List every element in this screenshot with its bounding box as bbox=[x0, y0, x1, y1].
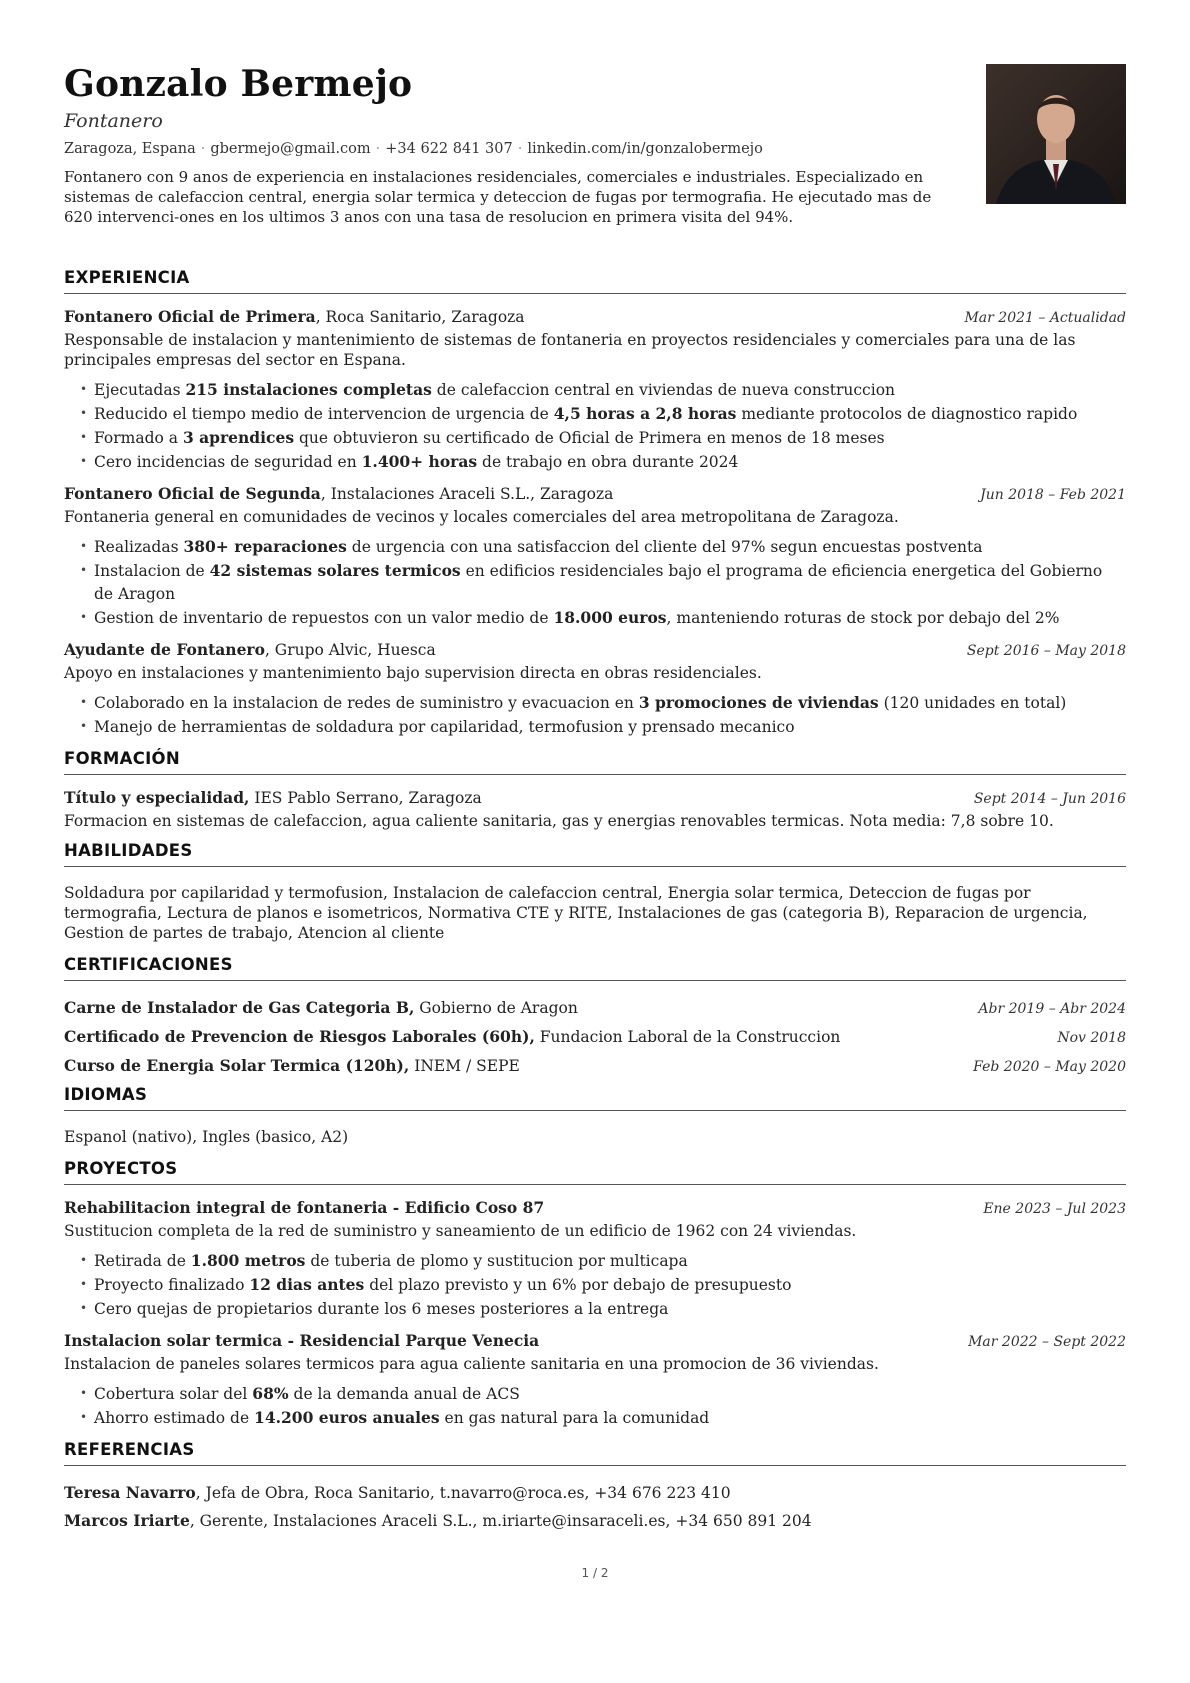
degree-title: Título y especialidad, bbox=[64, 788, 250, 807]
job-bullets bbox=[64, 378, 1126, 474]
resume-header bbox=[64, 62, 1126, 258]
reference-detail: , Jefa de Obra, Roca Sanitario, t.navarro@roca.es, +34 676 223 410 bbox=[195, 1484, 731, 1502]
candidate-name: Gonzalo Bermejo bbox=[64, 63, 413, 105]
bullet-item: • Cero quejas de propietarios durante los 6 meses posteriores a la entrega bbox=[80, 1297, 1126, 1321]
bullet-item: • Colaborado en la instalacion de redes de suministro y evacuacion en 3 promociones de viviendas (120 unidades en total) bbox=[80, 691, 1126, 715]
contact-email[interactable]: gbermejo@gmail.com bbox=[210, 141, 371, 157]
job-date: Sept 2016 – May 2018 bbox=[966, 643, 1126, 659]
section-title-languages: IDIOMAS bbox=[64, 1085, 1126, 1111]
bullet-item: • Cobertura solar del 68% de la demanda anual de ACS bbox=[80, 1382, 1126, 1406]
projects-section bbox=[64, 1159, 1126, 1430]
reference-item bbox=[64, 1479, 1126, 1507]
job-org: , Grupo Alvic, Huesca bbox=[264, 641, 436, 659]
job-org: , Roca Sanitario, Zaragoza bbox=[315, 308, 525, 326]
bullet-item: • Retirada de 1.800 metros de tuberia de plomo y sustitucion por multicapa bbox=[80, 1249, 1126, 1273]
bullet-item: • Instalacion de 42 sistemas solares termicos en edificios residenciales bajo el programa de eficiencia energetica del Gobierno de Aragon bbox=[80, 559, 1126, 606]
job-bullets bbox=[64, 535, 1126, 630]
project-date: Mar 2022 – Sept 2022 bbox=[968, 1334, 1126, 1350]
experience-section bbox=[64, 268, 1126, 739]
project-name: Instalacion solar termica - Residencial Parque Venecia bbox=[64, 1331, 540, 1350]
school-name: IES Pablo Serrano, Zaragoza bbox=[249, 789, 482, 807]
skills-text: Soldadura por capilaridad y termofusion, Instalacion de calefaccion central, Energia solar termica, Deteccion de fugas por termografia, Lectura de planos e isometricos, Normativa CTE y RITE, Instalaciones de gas (categoria B), Reparacion de urgencia, Gestion de partes de trabajo, Atencion al cliente bbox=[64, 884, 1088, 942]
cert-org: Gobierno de Aragon bbox=[414, 999, 578, 1017]
cert-date: Nov 2018 bbox=[1057, 1030, 1126, 1046]
project-entry bbox=[64, 1198, 1126, 1321]
job-role: Fontanero Oficial de Segunda bbox=[64, 484, 321, 503]
job-date: Mar 2021 – Actualidad bbox=[964, 310, 1126, 326]
summary-text: Fontanero con 9 anos de experiencia en instalaciones residenciales, comerciales e industriales. Especializado en sistemas de calefaccion central, energia solar termica y deteccion de fugas por termografia. He ejecutado mas de 620 intervenci-ones en los ultimos 3 anos con una tasa de resolucion en primera visita del 94%. bbox=[64, 168, 932, 226]
bullet-item: • Manejo de herramientas de soldadura por capilaridad, termofusion y prensado mecanico bbox=[80, 715, 1126, 739]
skills-section bbox=[64, 841, 1126, 943]
certifications-section bbox=[64, 955, 1126, 1081]
section-title-skills: HABILIDADES bbox=[64, 841, 1126, 867]
section-title-projects: PROYECTOS bbox=[64, 1159, 1126, 1185]
project-bullets bbox=[64, 1382, 1126, 1430]
project-entry bbox=[64, 1331, 1126, 1430]
languages-section bbox=[64, 1085, 1126, 1147]
bullet-item: • Gestion de inventario de repuestos con un valor medio de 18.000 euros, manteniendo roturas de stock por debajo del 2% bbox=[80, 606, 1126, 630]
cert-item bbox=[64, 1023, 1126, 1052]
experience-entry bbox=[64, 640, 1126, 739]
project-description: Sustitucion completa de la red de suministro y saneamiento de un edificio de 1962 con 24 viviendas. bbox=[64, 1222, 857, 1240]
education-section bbox=[64, 749, 1126, 831]
cert-date: Feb 2020 – May 2020 bbox=[973, 1059, 1126, 1075]
job-org: , Instalaciones Araceli S.L., Zaragoza bbox=[320, 485, 614, 503]
reference-name: Teresa Navarro bbox=[64, 1483, 196, 1502]
section-title-education: FORMACIÓN bbox=[64, 749, 1126, 775]
experience-entry bbox=[64, 484, 1126, 630]
contact-location: Zaragoza, Espana bbox=[64, 141, 196, 157]
section-title-experience: EXPERIENCIA bbox=[64, 268, 1126, 294]
cert-name: Carne de Instalador de Gas Categoria B, bbox=[64, 998, 415, 1017]
cert-item bbox=[64, 1052, 1126, 1081]
bullet-item: • Formado a 3 aprendices que obtuvieron su certificado de Oficial de Primera en menos de 18 meses bbox=[80, 426, 1126, 450]
job-description: Fontaneria general en comunidades de vecinos y locales comerciales del area metropolitana de Zaragoza. bbox=[64, 508, 899, 526]
reference-detail: , Gerente, Instalaciones Araceli S.L., m.iriarte@insaraceli.es, +34 650 891 204 bbox=[189, 1512, 812, 1530]
contact-phone: +34 622 841 307 bbox=[385, 141, 513, 157]
section-title-certifications: CERTIFICACIONES bbox=[64, 955, 1126, 981]
job-description: Responsable de instalacion y mantenimiento de sistemas de fontaneria en proyectos residenciales y comerciales para una de las principales empresas del sector en Espana. bbox=[64, 331, 1076, 369]
project-bullets bbox=[64, 1249, 1126, 1321]
page-number: 1 / 2 bbox=[581, 1566, 609, 1580]
cert-name: Curso de Energia Solar Termica (120h), bbox=[64, 1056, 410, 1075]
profile-photo bbox=[986, 64, 1126, 204]
job-role: Ayudante de Fontanero bbox=[64, 640, 265, 659]
job-role: Fontanero Oficial de Primera bbox=[64, 307, 316, 326]
project-description: Instalacion de paneles solares termicos para agua caliente sanitaria en una promocion de 36 viviendas. bbox=[64, 1355, 879, 1373]
cert-date: Abr 2019 – Abr 2024 bbox=[978, 1001, 1126, 1017]
reference-name: Marcos Iriarte bbox=[64, 1511, 190, 1530]
section-title-references: REFERENCIAS bbox=[64, 1440, 1126, 1466]
reference-item bbox=[64, 1507, 1126, 1535]
education-date: Sept 2014 – Jun 2016 bbox=[973, 791, 1126, 807]
job-date: Jun 2018 – Feb 2021 bbox=[980, 487, 1126, 503]
cert-org: Fundacion Laboral de la Construccion bbox=[534, 1028, 841, 1046]
project-name: Rehabilitacion integral de fontaneria - Edificio Coso 87 bbox=[64, 1198, 545, 1217]
bullet-item: • Ahorro estimado de 14.200 euros anuales en gas natural para la comunidad bbox=[80, 1406, 1126, 1430]
bullet-item: • Proyecto finalizado 12 dias antes del plazo previsto y un 6% por debajo de presupuesto bbox=[80, 1273, 1126, 1297]
languages-text: Espanol (nativo), Ingles (basico, A2) bbox=[64, 1128, 349, 1146]
education-entry bbox=[64, 788, 1126, 831]
cert-org: INEM / SEPE bbox=[409, 1057, 520, 1075]
bullet-item: • Realizadas 380+ reparaciones de urgencia con una satisfaccion del cliente del 97% segun encuestas postventa bbox=[80, 535, 1126, 559]
bullet-item: • Reducido el tiempo medio de intervencion de urgencia de 4,5 horas a 2,8 horas mediante protocolos de diagnostico rapido bbox=[80, 402, 1126, 426]
contact-linkedin[interactable]: linkedin.com/in/gonzalobermejo bbox=[527, 141, 763, 157]
bullet-item: • Cero incidencias de seguridad en 1.400+ horas de trabajo en obra durante 2024 bbox=[80, 450, 1126, 474]
contact-line: Zaragoza, Espana · gbermejo@gmail.com · +34 622 841 307 · linkedin.com/in/gonzalobermejo bbox=[64, 141, 763, 157]
education-description: Formacion en sistemas de calefaccion, agua caliente sanitaria, gas y energias renovables termicas. Nota media: 7,8 sobre 10. bbox=[64, 812, 1054, 830]
experience-entry bbox=[64, 307, 1126, 474]
cert-item bbox=[64, 994, 1126, 1023]
references-section bbox=[64, 1440, 1126, 1535]
candidate-title: Fontanero bbox=[64, 110, 163, 132]
job-bullets bbox=[64, 691, 1126, 739]
job-description: Apoyo en instalaciones y mantenimiento bajo supervision directa en obras residenciales. bbox=[64, 664, 762, 682]
project-date: Ene 2023 – Jul 2023 bbox=[983, 1201, 1126, 1217]
cert-name: Certificado de Prevencion de Riesgos Laborales (60h), bbox=[64, 1027, 535, 1046]
bullet-item: • Ejecutadas 215 instalaciones completas de calefaccion central en viviendas de nueva construccion bbox=[80, 378, 1126, 402]
